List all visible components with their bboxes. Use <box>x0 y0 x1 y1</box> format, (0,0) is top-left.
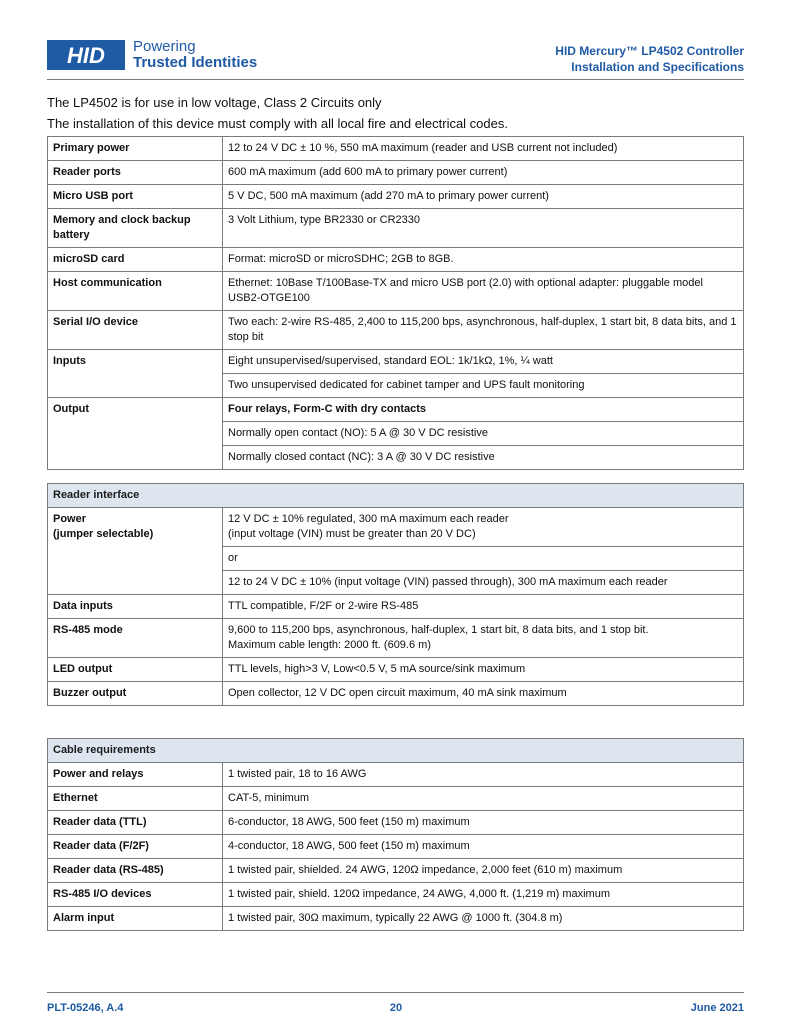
power-label-line1: Power <box>53 513 87 525</box>
row-value: Format: microSD or microSDHC; 2GB to 8GB. <box>223 248 744 272</box>
power-specs-table <box>47 136 744 470</box>
row-label: RS-485 mode <box>48 619 223 658</box>
cable-requirements-table <box>47 738 744 931</box>
row-value: Eight unsupervised/supervised, standard EOL: 1k/1kΩ, 1%, ¼ watt <box>223 350 744 374</box>
svg-text:HID: HID <box>67 43 105 68</box>
table-row <box>48 161 744 185</box>
footer-doc-number: PLT-05246, A.4 <box>47 1002 124 1014</box>
row-value: 1 twisted pair, 18 to 16 AWG <box>223 763 744 787</box>
row-label <box>48 508 223 595</box>
table-row <box>48 185 744 209</box>
power-value-line1: 12 V DC ± 10% regulated, 300 mA maximum each reader <box>228 513 509 525</box>
row-label: Reader data (F/2F) <box>48 835 223 859</box>
row-label: Micro USB port <box>48 185 223 209</box>
row-value: 12 to 24 V DC ± 10 %, 550 mA maximum (reader and USB current not included) <box>223 137 744 161</box>
row-label: Output <box>48 398 223 470</box>
row-label: Ethernet <box>48 787 223 811</box>
table-row <box>48 350 744 374</box>
header-divider <box>47 79 744 80</box>
table-row <box>48 883 744 907</box>
row-value: 5 V DC, 500 mA maximum (add 270 mA to primary power current) <box>223 185 744 209</box>
table-row <box>48 907 744 931</box>
table-row <box>48 311 744 350</box>
table-row <box>48 248 744 272</box>
power-label-line2: (jumper selectable) <box>53 528 154 540</box>
row-value: 1 twisted pair, 30Ω maximum, typically 22 AWG @ 1000 ft. (304.8 m) <box>223 907 744 931</box>
row-value: 1 twisted pair, shield. 120Ω impedance, 24 AWG, 4,000 ft. (1,219 m) maximum <box>223 883 744 907</box>
document-title-line2: Installation and Specifications <box>571 60 744 74</box>
table-row <box>48 137 744 161</box>
table-row <box>48 209 744 248</box>
row-value: or <box>223 547 744 571</box>
table-row <box>48 508 744 547</box>
row-value: Normally open contact (NO): 5 A @ 30 V DC resistive <box>223 422 744 446</box>
row-label: Host communication <box>48 272 223 311</box>
row-value <box>223 508 744 547</box>
logo-tagline <box>133 39 257 71</box>
table-row <box>48 859 744 883</box>
row-label: Primary power <box>48 137 223 161</box>
reader-interface-table <box>47 483 744 706</box>
row-label: Inputs <box>48 350 223 398</box>
intro-line2: The installation of this device must comply with all local fire and electrical codes. <box>47 116 508 131</box>
table-row <box>48 835 744 859</box>
table-row <box>48 272 744 311</box>
row-value: Two each: 2-wire RS-485, 2,400 to 115,200 bps, asynchronous, half-duplex, 1 start bit, 8 data bits, and 1 stop bit <box>223 311 744 350</box>
row-value: 4-conductor, 18 AWG, 500 feet (150 m) maximum <box>223 835 744 859</box>
hid-logo <box>47 40 125 70</box>
rs485-value-line1: 9,600 to 115,200 bps, asynchronous, half-duplex, 1 start bit, 8 data bits, and 1 stop bit. <box>228 624 649 636</box>
row-label: Reader data (RS-485) <box>48 859 223 883</box>
row-label: LED output <box>48 658 223 682</box>
table-row <box>48 658 744 682</box>
row-label: Reader ports <box>48 161 223 185</box>
row-label: RS-485 I/O devices <box>48 883 223 907</box>
row-value: CAT-5, minimum <box>223 787 744 811</box>
footer-page-number: 20 <box>389 1002 403 1014</box>
intro-text <box>47 92 508 134</box>
row-label: Power and relays <box>48 763 223 787</box>
row-label: Reader data (TTL) <box>48 811 223 835</box>
row-label: Data inputs <box>48 595 223 619</box>
intro-line1: The LP4502 is for use in low voltage, Class 2 Circuits only <box>47 95 382 110</box>
table-row <box>48 763 744 787</box>
tagline-line2: Trusted Identities <box>133 54 258 71</box>
table-row <box>48 619 744 658</box>
row-label: Buzzer output <box>48 682 223 706</box>
row-value: 3 Volt Lithium, type BR2330 or CR2330 <box>223 209 744 248</box>
row-value: Open collector, 12 V DC open circuit maximum, 40 mA sink maximum <box>223 682 744 706</box>
table-row <box>48 811 744 835</box>
row-label: Alarm input <box>48 907 223 931</box>
table-heading: Reader interface <box>48 484 744 508</box>
rs485-value-line2: Maximum cable length: 2000 ft. (609.6 m) <box>228 639 431 651</box>
table-row <box>48 787 744 811</box>
row-value: 6-conductor, 18 AWG, 500 feet (150 m) maximum <box>223 811 744 835</box>
table-header-row <box>48 739 744 763</box>
row-value: 12 to 24 V DC ± 10% (input voltage (VIN) passed through), 300 mA maximum each reader <box>223 571 744 595</box>
row-value: TTL levels, high>3 V, Low<0.5 V, 5 mA source/sink maximum <box>223 658 744 682</box>
footer-date: June 2021 <box>690 1002 744 1014</box>
row-label: Serial I/O device <box>48 311 223 350</box>
footer-divider <box>47 992 744 993</box>
row-value: 1 twisted pair, shielded. 24 AWG, 120Ω impedance, 2,000 feet (610 m) maximum <box>223 859 744 883</box>
row-value: Four relays, Form-C with dry contacts <box>223 398 744 422</box>
tagline-line1: Powering <box>133 38 196 55</box>
row-value: Normally closed contact (NC): 3 A @ 30 V DC resistive <box>223 446 744 470</box>
row-label: Memory and clock backup battery <box>48 209 223 248</box>
table-header-row <box>48 484 744 508</box>
power-value-line2: (input voltage (VIN) must be greater than 20 V DC) <box>228 528 476 540</box>
page-header <box>0 0 792 80</box>
row-value: Ethernet: 10Base T/100Base-TX and micro USB port (2.0) with optional adapter: pluggable model USB2-OTGE100 <box>223 272 744 311</box>
row-value: 600 mA maximum (add 600 mA to primary power current) <box>223 161 744 185</box>
document-title-line1: HID Mercury™ LP4502 Controller <box>555 44 744 58</box>
table-row <box>48 398 744 422</box>
table-row <box>48 682 744 706</box>
table-row <box>48 595 744 619</box>
row-label: microSD card <box>48 248 223 272</box>
document-title <box>555 43 744 75</box>
row-value: TTL compatible, F/2F or 2-wire RS-485 <box>223 595 744 619</box>
row-value: Two unsupervised dedicated for cabinet tamper and UPS fault monitoring <box>223 374 744 398</box>
table-heading: Cable requirements <box>48 739 744 763</box>
row-value <box>223 619 744 658</box>
